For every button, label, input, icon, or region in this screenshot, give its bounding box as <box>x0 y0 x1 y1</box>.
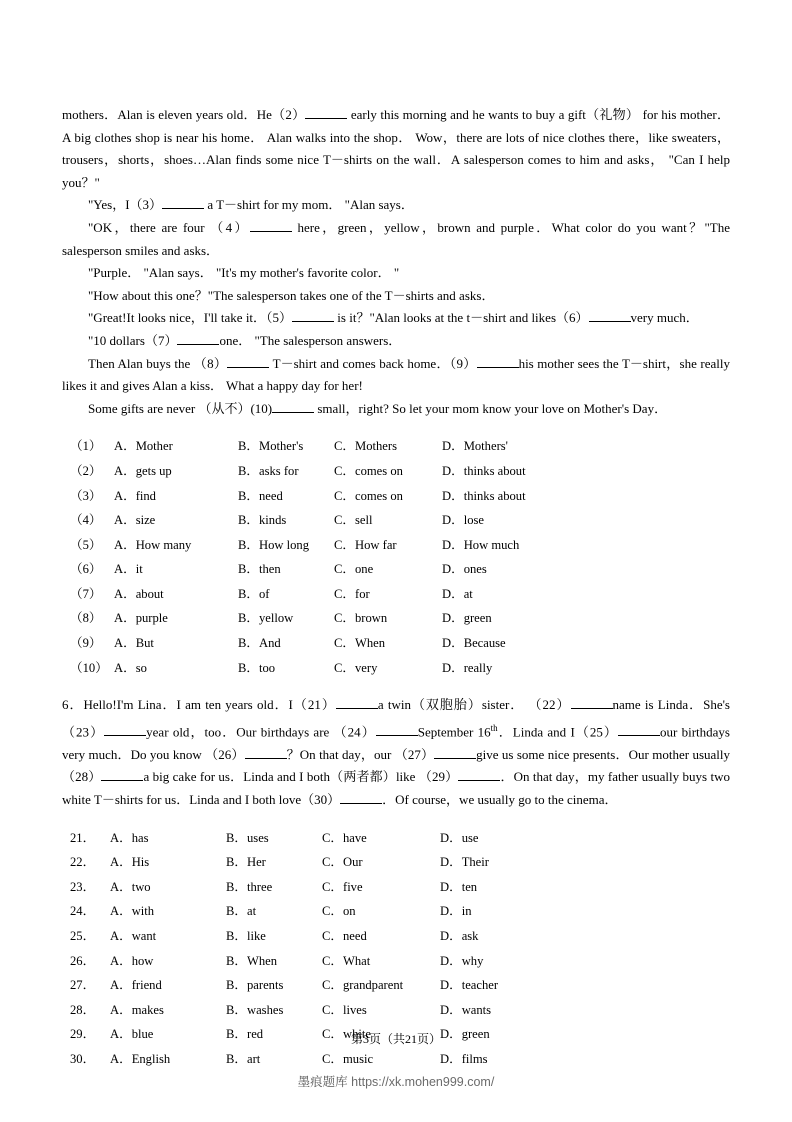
option-row <box>62 459 730 484</box>
passage-text: a twin（双胞胎）sister． （22） <box>377 697 571 713</box>
option-d[interactable]: D．use <box>440 830 479 845</box>
option-b[interactable]: B．too <box>238 660 276 675</box>
option-b[interactable]: B．at <box>226 904 257 919</box>
passage-paragraph-5: "How about this one？"The salesperson takes one of the T－shirts and asks． <box>88 287 495 303</box>
option-d[interactable]: D．How much <box>442 537 520 552</box>
passage-text: "Great!It looks nice，I'll take it．（5） <box>88 310 293 326</box>
passage-text: ．On that day，my father usually buys two white T－shirts for us．Linda and I both love（30） <box>62 769 731 807</box>
option-d[interactable]: D．green <box>442 611 492 626</box>
option-number: （6） <box>70 562 102 577</box>
option-a[interactable]: A．it <box>114 562 143 577</box>
option-number: （2） <box>70 463 102 478</box>
option-b[interactable]: B．kinds <box>238 513 287 528</box>
option-b[interactable]: B．When <box>226 953 278 968</box>
option-number: （4） <box>70 513 102 528</box>
passage-text: one． "The salesperson answers． <box>219 332 402 348</box>
option-a[interactable]: A．how <box>110 953 154 968</box>
option-c[interactable]: C．How far <box>334 537 397 552</box>
option-b[interactable]: B．Her <box>226 855 266 870</box>
blank-2 <box>305 118 347 119</box>
option-a[interactable]: A．with <box>110 904 155 919</box>
passage-text: is it？"Alan looks at the t－shirt and likes（6） <box>337 310 589 326</box>
option-number: 29． <box>70 1027 96 1042</box>
option-number: 25． <box>70 928 96 943</box>
passage-text: year old，too．Our birthdays are （24） <box>146 724 376 740</box>
option-row <box>62 631 730 656</box>
option-d[interactable]: D．lose <box>442 513 484 528</box>
blank-10 <box>272 412 314 413</box>
option-number: 21． <box>70 830 96 845</box>
option-a[interactable]: A．English <box>110 1051 171 1066</box>
option-row <box>62 899 730 924</box>
option-c[interactable]: C．Mothers <box>334 439 397 454</box>
option-a[interactable]: A．gets up <box>114 463 172 478</box>
option-number: 27． <box>70 978 96 993</box>
option-row <box>62 582 730 607</box>
option-d[interactable]: D．ten <box>440 879 478 894</box>
page-number-text: 第3页（共21页） <box>350 1032 441 1046</box>
option-c[interactable]: C．on <box>322 904 356 919</box>
passage-paragraph-2 <box>62 194 730 217</box>
passage-text: give us some nice presents．Our mother usually （28） <box>62 746 730 785</box>
option-d[interactable]: D．why <box>440 953 484 968</box>
option-c[interactable]: C．five <box>322 879 363 894</box>
passage-text: early this morning and he wants to buy a gift（礼物） for his mother．A big clothes shop is near his home． Alan walks into the shop． Wow，there are lots of nice clothes there，like sweaters，trousers，shorts，shoes…Alan finds some nice T－shirts on the wall．A salesperson comes to him and asks， "Can I help you？" <box>62 107 730 190</box>
option-a[interactable]: A．But <box>114 636 154 651</box>
option-d[interactable]: D．films <box>440 1051 488 1066</box>
passage-paragraph-3 <box>62 217 730 262</box>
question-6 <box>62 694 730 811</box>
option-a[interactable]: A．His <box>110 855 150 870</box>
option-a[interactable]: A．two <box>110 879 151 894</box>
option-number: （10） <box>70 660 108 675</box>
ordinal-suffix: th <box>490 722 498 733</box>
option-d[interactable]: D．at <box>442 586 473 601</box>
option-a[interactable]: A．blue <box>110 1027 154 1042</box>
passage-text: small，right? So let your mom know your love on Mother's Day． <box>317 400 668 416</box>
option-row <box>62 875 730 900</box>
option-a[interactable]: A．Mother <box>114 439 173 454</box>
page-footer <box>0 1030 792 1047</box>
option-b[interactable]: B．asks for <box>238 463 299 478</box>
option-a[interactable]: A．about <box>114 586 164 601</box>
option-row <box>62 1047 730 1072</box>
passage-1 <box>62 104 730 420</box>
option-b[interactable]: B．yellow <box>238 611 294 626</box>
option-row <box>62 484 730 509</box>
option-d[interactable]: D．ask <box>440 928 479 943</box>
option-a[interactable]: A．has <box>110 830 149 845</box>
blank-9 <box>477 367 519 368</box>
option-row <box>62 924 730 949</box>
option-c[interactable]: C．brown <box>334 611 388 626</box>
blank-24 <box>376 735 418 736</box>
passage-text: mothers．Alan is eleven years old．He（2） <box>62 107 306 122</box>
option-number: 28． <box>70 1002 96 1017</box>
blank-29 <box>458 780 500 781</box>
option-c[interactable]: C．What <box>322 953 371 968</box>
passage-text: a T－shirt for my mom． "Alan says． <box>207 197 414 213</box>
option-c[interactable]: C．Our <box>322 855 363 870</box>
blank-22 <box>571 708 613 709</box>
option-b[interactable]: B．then <box>238 562 281 577</box>
option-d[interactable]: D．Their <box>440 855 489 870</box>
option-c[interactable]: C．have <box>322 830 367 845</box>
option-c[interactable]: C．sell <box>334 513 373 528</box>
passage-text: here，green，yellow，brown and purple．What color do you want？"The salesperson smiles and asks． <box>62 219 730 258</box>
passage-text: ．Linda and I（25） <box>497 724 618 740</box>
passage-text: "OK，there are four （4） <box>88 219 250 235</box>
option-b[interactable]: B．red <box>226 1027 264 1042</box>
option-a[interactable]: A．makes <box>110 1002 164 1017</box>
option-b[interactable]: B．And <box>238 636 281 651</box>
option-d[interactable]: D．Because <box>442 636 506 651</box>
option-b[interactable]: B．Mother's <box>238 439 304 454</box>
passage-text: his mother sees the T－shirt，she really likes it and gives Alan a kiss． What a happy day for her! <box>62 355 730 394</box>
option-a[interactable]: A．find <box>114 488 156 503</box>
watermark-url: https://xk.mohen999.com/ <box>351 1075 495 1089</box>
option-c[interactable]: C．When <box>334 636 386 651</box>
option-b[interactable]: B．three <box>226 879 273 894</box>
option-a[interactable]: A．want <box>110 928 157 943</box>
watermark-brand: 墨痕题库 <box>297 1075 348 1089</box>
options-list-1 <box>62 434 730 680</box>
blank-23 <box>104 735 146 736</box>
option-number: 23． <box>70 879 96 894</box>
option-d[interactable]: D．in <box>440 904 472 919</box>
passage-text: September 16 <box>417 724 491 740</box>
option-number: （8） <box>70 611 102 626</box>
passage-paragraph-9 <box>62 398 730 421</box>
blank-6 <box>589 321 631 322</box>
option-a[interactable]: A．friend <box>110 978 162 993</box>
blank-26 <box>245 758 287 759</box>
blank-4 <box>250 231 292 232</box>
option-row <box>62 850 730 875</box>
question-6-text <box>62 694 730 811</box>
option-d[interactable]: D．wants <box>440 1002 492 1017</box>
option-d[interactable]: D．ones <box>442 562 487 577</box>
option-number: 30． <box>70 1051 96 1066</box>
option-d[interactable]: D．really <box>442 660 493 675</box>
option-number: （1） <box>70 439 102 454</box>
option-b[interactable]: B．uses <box>226 830 269 845</box>
passage-text: "10 dollars（7） <box>88 332 178 348</box>
option-a[interactable]: A．How many <box>114 537 192 552</box>
passage-paragraph-4: "Purple． "Alan says． "It's my mother's favorite color． " <box>88 265 400 281</box>
passage-text: name is Linda．She's （23） <box>62 697 730 740</box>
option-row <box>62 656 730 681</box>
option-c[interactable]: C．for <box>334 586 370 601</box>
blank-8 <box>227 367 269 368</box>
option-number: （5） <box>70 537 102 552</box>
passage-text: ．Of course，we usually go to the cinema． <box>382 791 618 807</box>
blank-3 <box>162 208 204 209</box>
option-row <box>62 998 730 1023</box>
passage-text: T－shirt and comes back home．（9） <box>272 355 477 371</box>
option-row <box>62 557 730 582</box>
blank-25 <box>618 735 660 736</box>
passage-text: Then Alan buys the （8） <box>88 355 228 371</box>
passage-text: ？On that day，our （27） <box>286 746 435 762</box>
passage-paragraph-6 <box>62 307 730 330</box>
option-c[interactable]: C．comes on <box>334 463 403 478</box>
passage-text: our birthdays very much．Do you know （26） <box>62 724 730 762</box>
option-number: 24． <box>70 904 96 919</box>
option-c[interactable]: C．music <box>322 1051 374 1066</box>
passage-text: a big cake for us．Linda and I both（两者都）like （29） <box>143 769 459 785</box>
option-number: 26． <box>70 953 96 968</box>
blank-28 <box>101 780 143 781</box>
option-c[interactable]: C．white <box>322 1027 371 1042</box>
option-row <box>62 973 730 998</box>
passage-text: "Yes，I（3） <box>88 197 163 213</box>
option-row <box>62 508 730 533</box>
option-row <box>62 434 730 459</box>
passage-text: very much． <box>630 310 699 326</box>
option-b[interactable]: B．like <box>226 928 266 943</box>
option-b[interactable]: B．parents <box>226 978 284 993</box>
option-d[interactable]: D．thinks about <box>442 463 526 478</box>
option-d[interactable]: D．teacher <box>440 978 499 993</box>
option-c[interactable]: C．grandparent <box>322 978 404 993</box>
page-content <box>62 104 730 1071</box>
option-b[interactable]: B．washes <box>226 1002 284 1017</box>
option-row <box>62 826 730 851</box>
passage-paragraph-7 <box>62 330 730 353</box>
option-b[interactable]: B．of <box>238 586 270 601</box>
blank-30 <box>340 803 382 804</box>
blank-7 <box>177 344 219 345</box>
option-a[interactable]: A．purple <box>114 611 168 626</box>
option-d[interactable]: D．thinks about <box>442 488 526 503</box>
option-a[interactable]: A．so <box>114 660 147 675</box>
passage-paragraph-1 <box>62 104 730 194</box>
option-b[interactable]: B．How long <box>238 537 310 552</box>
option-d[interactable]: D．green <box>440 1027 490 1042</box>
option-number: （7） <box>70 586 102 601</box>
question-6-number: 6． <box>62 697 84 713</box>
option-number: （9） <box>70 636 102 651</box>
option-a[interactable]: A．size <box>114 513 156 528</box>
blank-21 <box>336 708 378 709</box>
passage-text: Hello!I'm Lina．I am ten years old．I（21） <box>83 697 336 713</box>
watermark <box>0 1072 792 1090</box>
option-c[interactable]: C．lives <box>322 1002 367 1017</box>
option-row <box>62 533 730 558</box>
option-c[interactable]: C．comes on <box>334 488 403 503</box>
option-d[interactable]: D．Mothers' <box>442 439 508 454</box>
option-row <box>62 949 730 974</box>
option-c[interactable]: C．very <box>334 660 378 675</box>
option-b[interactable]: B．art <box>226 1051 261 1066</box>
option-c[interactable]: C．need <box>322 928 367 943</box>
option-c[interactable]: C．one <box>334 562 374 577</box>
passage-paragraph-8 <box>62 353 730 398</box>
option-b[interactable]: B．need <box>238 488 283 503</box>
option-number: （3） <box>70 488 102 503</box>
blank-5 <box>292 321 334 322</box>
passage-text: Some gifts are never （从不）(10) <box>88 400 273 416</box>
option-number: 22． <box>70 855 96 870</box>
blank-27 <box>434 758 476 759</box>
option-row <box>62 606 730 631</box>
